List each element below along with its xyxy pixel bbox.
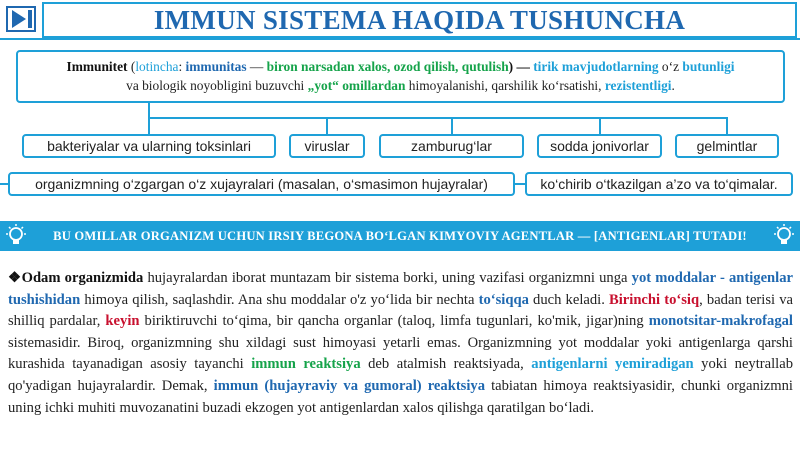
definition-text: o‘z	[658, 59, 683, 74]
definition-text: ) —	[508, 59, 534, 74]
connector-line	[148, 117, 150, 134]
definition-text: —	[246, 59, 267, 74]
banner-text: BU OMILLAR ORGANIZM UCHUN IRSIY BEGONA BO‘LGAN KIMYOVIY AGENTLAR — [ANTIGENLAR] TUTADI!	[53, 229, 747, 243]
definition-text: va biologik noyobligini buzuvchi	[126, 78, 308, 93]
connector-line	[326, 117, 328, 134]
paragraph-text: biriktiruvchi to‘qima, bir qancha organlar (taloq, limfa tugunlari, ko'mik, jigar)ning	[139, 313, 649, 330]
definition-text: (	[127, 59, 136, 74]
play-marker-icon	[6, 6, 36, 32]
factor-bakteriyalar: bakteriyalar va ularning toksinlari	[22, 134, 276, 158]
highlight-tosiqqa: to‘siqqa	[478, 291, 529, 308]
paragraph-text: hujayralardan iborat muntazam bir sistema borki, uning vazifasi organizmni unga	[143, 270, 632, 286]
definition-lotincha: lotincha	[135, 59, 179, 74]
definition-yot: „yot“ omillardan	[307, 78, 406, 93]
highlight-immun-hujayraviy: immun (hujayraviy va gumoral) reaktsiya	[213, 377, 486, 394]
paragraph-text: yoki neytrallab qo'yadigan hujayralardir. Demak,	[8, 356, 793, 394]
paragraph-text: sistemasidir. Biroq, organizmning shu xildagi sust himoyasi yetarli emas. Organizmning yot moddalar yoki antigenlarga qarshi kurashida tayanadigan asosiy tayanchi	[8, 334, 793, 373]
connector-line	[599, 117, 601, 134]
definition-text: .	[671, 78, 675, 93]
definition-text: himoyalanishi, qarshilik ko‘rsatishi,	[405, 78, 605, 93]
connector-line	[726, 117, 728, 134]
highlight-monotsitar: monotsitar-makrofagal	[648, 313, 793, 330]
definition-butunligi: butunligi	[682, 59, 735, 74]
connector-line	[0, 183, 8, 185]
highlight-keyin: keyin	[105, 313, 140, 330]
title-bar	[0, 0, 800, 40]
connector-line	[148, 117, 728, 119]
lightbulb-icon	[771, 223, 797, 249]
highlight-birinchi-tosiq: Birinchi to‘siq	[609, 291, 700, 308]
paragraph-text: , badan terisi va shilliq pardalar,	[8, 291, 793, 330]
definition-text: :	[178, 59, 186, 74]
body-paragraph	[8, 268, 793, 419]
highlight-yot-moddalar: yot moddalar - antigenlar tushishidan	[8, 270, 793, 308]
title-underline	[0, 38, 800, 40]
factor-sodda-jonivorlar: sodda jonivorlar	[537, 134, 662, 158]
definition-meaning: biron narsadan xalos, ozod qilish, qutulish	[266, 59, 509, 74]
factor-gelmintlar: gelmintlar	[675, 134, 779, 158]
factor-ozgargan-xujayralar: organizmning o‘zgargan o‘z xujayralari (masalan, o‘smasimon hujayralar)	[8, 172, 515, 196]
paragraph-text: himoya qilish, saqlashdir. Ana shu moddalar o'z yo‘lida bir nechta	[80, 291, 479, 308]
definition-tirik: tirik mavjudotlarning	[533, 59, 659, 74]
definition-term: Immunitet	[66, 59, 128, 74]
title-box	[42, 2, 797, 38]
definition-immunitas: immunitas	[185, 59, 247, 74]
bullet-icon: ❖	[8, 270, 22, 286]
paragraph-text: deb atalmish reaktsiyada,	[360, 356, 532, 373]
page-title: IMMUN SISTEMA HAQIDA TUSHUNCHA	[153, 4, 686, 35]
factor-zamburuglar: zamburug‘lar	[379, 134, 524, 158]
paragraph-text: tabiatan himoya reaktsiyasidir, chunki organizmni uning ichki muhiti muvozanatini buzadi ekzogen yot antigenlardan xalos qilishga qaratilgan bo‘ladi.	[8, 377, 793, 416]
factor-kochirib-otkazilgan: ko‘chirib o‘tkazilgan a’zo va to‘qimalar.	[525, 172, 793, 196]
lightbulb-icon	[3, 223, 29, 249]
paragraph-text: duch keladi.	[528, 291, 609, 308]
factor-viruslar: viruslar	[289, 134, 365, 158]
definition-box	[16, 50, 785, 103]
highlight-antigenlarni: antigenlarni yemiradigan	[531, 356, 694, 373]
connector-line	[451, 117, 453, 134]
definition-rezistentligi: rezistentligi	[604, 78, 672, 93]
paragraph-lead: Odam organizmida	[21, 270, 144, 286]
highlight-immun-reaktsiya: immun reaktsiya	[251, 356, 361, 373]
